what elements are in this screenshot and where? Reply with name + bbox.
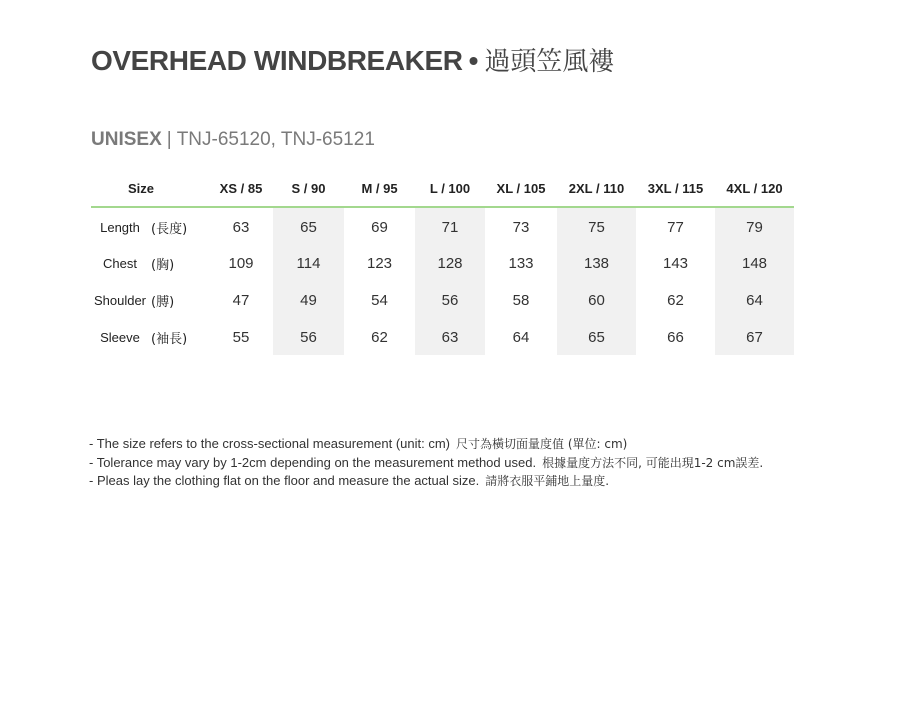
measurement-value: 133 <box>508 254 534 272</box>
measurement-notes <box>89 435 763 491</box>
measurement-name: Shoulder <box>93 292 147 308</box>
note-chinese: 請將衣服平鋪地上量度. <box>485 474 610 488</box>
measurement-value: 54 <box>371 291 388 309</box>
measurement-value: 77 <box>667 218 684 236</box>
note-english: - Tolerance may vary by 1-2cm depending on the measurement method used. <box>89 454 537 470</box>
measurement-value: 65 <box>557 320 636 355</box>
measurement-value: 73 <box>512 218 530 236</box>
size-chart-table <box>91 170 794 355</box>
measurement-value: 143 <box>662 254 689 272</box>
size-column-header: S / 90 <box>273 170 344 207</box>
measurement-value: 47 <box>232 291 250 309</box>
measurement-value: 66 <box>667 329 684 346</box>
measurement-value: 64 <box>715 280 794 320</box>
measurement-name-chinese: (長度) <box>151 221 188 237</box>
product-codes: TNJ-65120, TNJ-65121 <box>176 129 375 150</box>
note-chinese: 根據量度方法不同, 可能出現1-2 cm誤差. <box>542 455 764 470</box>
measurement-value: 75 <box>557 207 636 246</box>
table-row <box>91 320 794 355</box>
measurement-value: 71 <box>415 207 485 246</box>
title-english: OVERHEAD WINDBREAKER <box>91 45 463 76</box>
measurement-name: Length <box>100 219 140 235</box>
measurement-value: 64 <box>512 329 530 346</box>
measurement-value: 114 <box>273 246 344 280</box>
table-row <box>91 207 794 246</box>
size-column-header: 3XL / 115 <box>636 170 715 207</box>
note-chinese: 尺寸為橫切面量度值 (單位: cm) <box>456 437 628 451</box>
measurement-value: 62 <box>667 291 684 309</box>
measurement-value: 148 <box>715 246 794 280</box>
measurement-value: 79 <box>715 207 794 246</box>
measurement-value: 56 <box>415 280 485 320</box>
measurement-name-chinese: (袖長) <box>151 332 188 347</box>
measurement-value: 123 <box>366 254 393 272</box>
title-separator: • <box>468 45 479 76</box>
note-english: - Pleas lay the clothing flat on the floor and measure the actual size. <box>89 473 480 488</box>
measurement-name: Chest <box>103 255 137 271</box>
product-subtitle <box>91 128 375 152</box>
measurement-value: 56 <box>273 320 344 355</box>
measurement-name-chinese: (胸) <box>151 257 175 273</box>
measurement-value: 49 <box>273 280 344 320</box>
measurement-name-chinese: (膊) <box>151 294 175 310</box>
size-header-label: Size <box>91 170 209 207</box>
measurement-value: 63 <box>415 320 485 355</box>
note-line <box>89 472 763 491</box>
page-title <box>91 44 614 79</box>
size-column-header: L / 100 <box>415 170 485 207</box>
measurement-value: 60 <box>557 280 636 320</box>
size-column-header: M / 95 <box>344 170 415 207</box>
measurement-value: 128 <box>415 246 485 280</box>
measurement-value: 62 <box>371 329 388 346</box>
note-line <box>89 454 763 473</box>
table-row <box>91 280 794 320</box>
measurement-name: Sleeve <box>100 330 140 345</box>
title-chinese: 過頭笠風褸 <box>484 47 615 77</box>
measurement-value: 138 <box>557 246 636 280</box>
measurement-value: 69 <box>371 218 388 236</box>
size-header-row <box>91 170 794 207</box>
subtitle-separator: | <box>166 129 172 150</box>
note-line <box>89 435 763 454</box>
size-column-header: 4XL / 120 <box>715 170 794 207</box>
size-column-header: XS / 85 <box>209 170 273 207</box>
gender-label: UNISEX <box>91 129 162 150</box>
measurement-value: 67 <box>715 320 794 355</box>
measurement-value: 63 <box>232 218 250 236</box>
measurement-value: 65 <box>273 207 344 246</box>
measurement-value: 58 <box>512 291 530 309</box>
measurement-value: 109 <box>228 254 254 272</box>
measurement-value: 55 <box>232 329 250 346</box>
size-column-header: 2XL / 110 <box>557 170 636 207</box>
note-english: - The size refers to the cross-sectional measurement (unit: cm) <box>89 436 450 451</box>
size-column-header: XL / 105 <box>485 170 557 207</box>
table-row <box>91 246 794 280</box>
